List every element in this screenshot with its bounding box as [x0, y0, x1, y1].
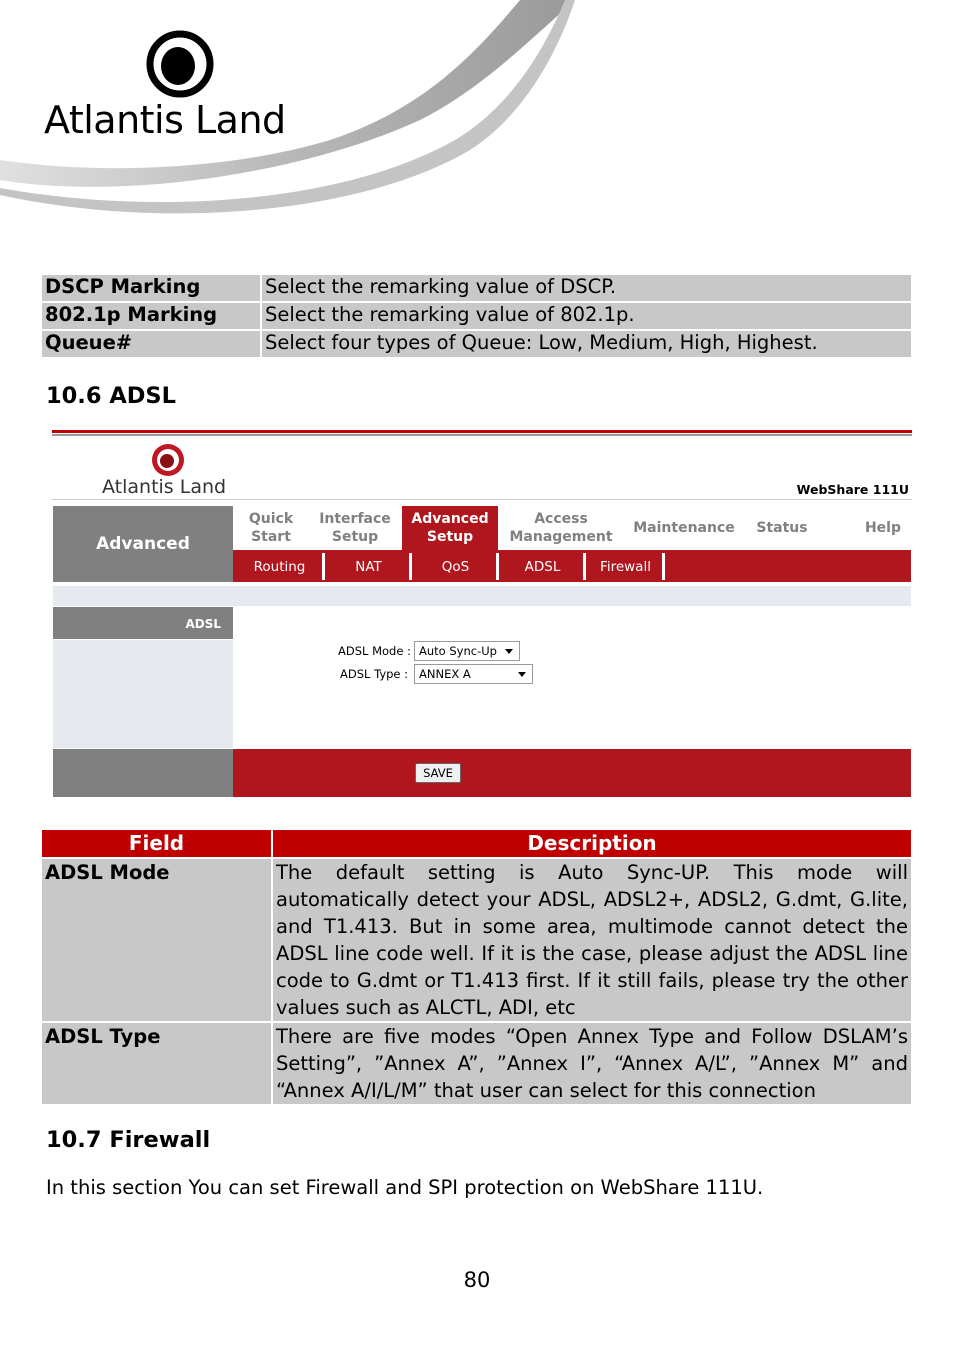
field-description: Select four types of Queue: Low, Medium, High, Highest. — [262, 331, 911, 357]
field-name: DSCP Marking — [42, 275, 260, 301]
field-description-table — [40, 828, 913, 1106]
router-subtab-routing[interactable]: Routing — [237, 553, 325, 580]
router-tab-access-management[interactable] — [508, 506, 614, 550]
table-row — [42, 275, 911, 301]
tab-label-line2: Start — [251, 529, 291, 545]
field-name: ADSL Type — [42, 1023, 271, 1104]
save-button[interactable]: SAVE — [415, 763, 461, 783]
table-header-row — [42, 830, 911, 857]
table-row — [42, 1023, 911, 1104]
field-description: The default setting is Auto Sync-UP. This mode will automatically detect your ADSL, ADSL2+, ADSL2, G.dmt, G.lite, and T1.413. But in some area, multimode cannot detect the ADSL line code well. If it is the case, please adjust the ADSL line code to G.dmt or T1.413 first. If it still fails, please try the other values such as ALCTL, ADI, etc — [273, 859, 911, 1021]
router-tab-quick-start[interactable] — [237, 506, 305, 550]
chevron-down-icon — [518, 672, 526, 677]
router-product-name: WebShare 111U — [796, 482, 909, 497]
field-name: 802.1p Marking — [42, 303, 260, 329]
logo-circle-icon — [40, 30, 320, 100]
router-subtab-nat[interactable]: NAT — [328, 553, 412, 580]
router-section-title: Advanced — [53, 506, 233, 582]
tab-label-line2: Setup — [426, 529, 474, 545]
adsl-mode-value: Auto Sync-Up — [419, 644, 497, 658]
router-side-panel — [53, 640, 233, 748]
router-brand-name: Atlantis Land — [102, 476, 227, 498]
tab-label-line1: Status — [756, 520, 808, 536]
table-row — [42, 859, 911, 1021]
router-logo-circle-icon — [100, 442, 235, 480]
section-heading-adsl: 10.6 ADSL — [46, 383, 176, 409]
router-tab-advanced-setup[interactable] — [402, 506, 498, 550]
router-top-border-gray — [52, 434, 912, 436]
router-subtab-qos[interactable]: QoS — [415, 553, 499, 580]
router-content-band — [53, 586, 911, 606]
brand-name: Atlantis Land — [44, 98, 286, 142]
router-header-divider — [52, 499, 912, 500]
firewall-intro-text: In this section You can set Firewall and SPI protection on WebShare 111U. — [46, 1176, 764, 1199]
table-row — [42, 331, 911, 357]
table-row — [42, 303, 911, 329]
tab-label-line1: Quick — [248, 511, 294, 527]
router-footer-left — [53, 749, 233, 797]
router-side-label: ADSL — [53, 607, 233, 639]
router-subtab-adsl[interactable]: ADSL — [502, 553, 586, 580]
field-description: Select the remarking value of DSCP. — [262, 275, 911, 301]
tab-label-line1: Interface — [319, 511, 391, 527]
dscp-table — [40, 273, 913, 359]
header-description: Description — [273, 830, 911, 857]
router-tab-status[interactable] — [752, 506, 812, 550]
router-brand-logo — [100, 442, 235, 500]
router-footer-bar — [233, 749, 911, 797]
tab-label-line2: Management — [509, 529, 613, 545]
router-subtab-firewall[interactable]: Firewall — [589, 553, 665, 580]
adsl-type-select[interactable] — [414, 664, 533, 684]
header-field: Field — [42, 830, 271, 857]
tab-label-line1: Advanced — [411, 511, 489, 527]
atlantis-land-logo — [40, 30, 320, 145]
router-top-border — [52, 430, 912, 433]
field-name: ADSL Mode — [42, 859, 271, 1021]
page-number: 80 — [463, 1268, 491, 1292]
tab-label-line1: Access — [534, 511, 588, 527]
tab-label-line2: Setup — [331, 529, 379, 545]
router-tab-maintenance[interactable] — [632, 506, 736, 550]
adsl-mode-label: ADSL Mode : — [338, 644, 411, 658]
field-name: Queue# — [42, 331, 260, 357]
adsl-type-label: ADSL Type : — [340, 667, 409, 681]
tab-label-line1: Help — [864, 520, 902, 536]
router-ui-screenshot — [52, 430, 912, 800]
chevron-down-icon — [505, 649, 513, 654]
field-description: There are five modes “Open Annex Type and Follow DSLAM’s Setting”, ”Annex A”, ”Annex I”, “Annex A/L”, ”Annex M” and “Annex A/I/L/M” that user can select for this connection — [273, 1023, 911, 1104]
adsl-type-value: ANNEX A — [419, 667, 471, 681]
adsl-mode-select[interactable] — [414, 641, 520, 661]
router-tab-help[interactable] — [858, 506, 908, 550]
section-heading-firewall: 10.7 Firewall — [46, 1127, 211, 1153]
router-tab-interface-setup[interactable] — [314, 506, 396, 550]
field-description: Select the remarking value of 802.1p. — [262, 303, 911, 329]
tab-label-line1: Maintenance — [633, 520, 735, 536]
